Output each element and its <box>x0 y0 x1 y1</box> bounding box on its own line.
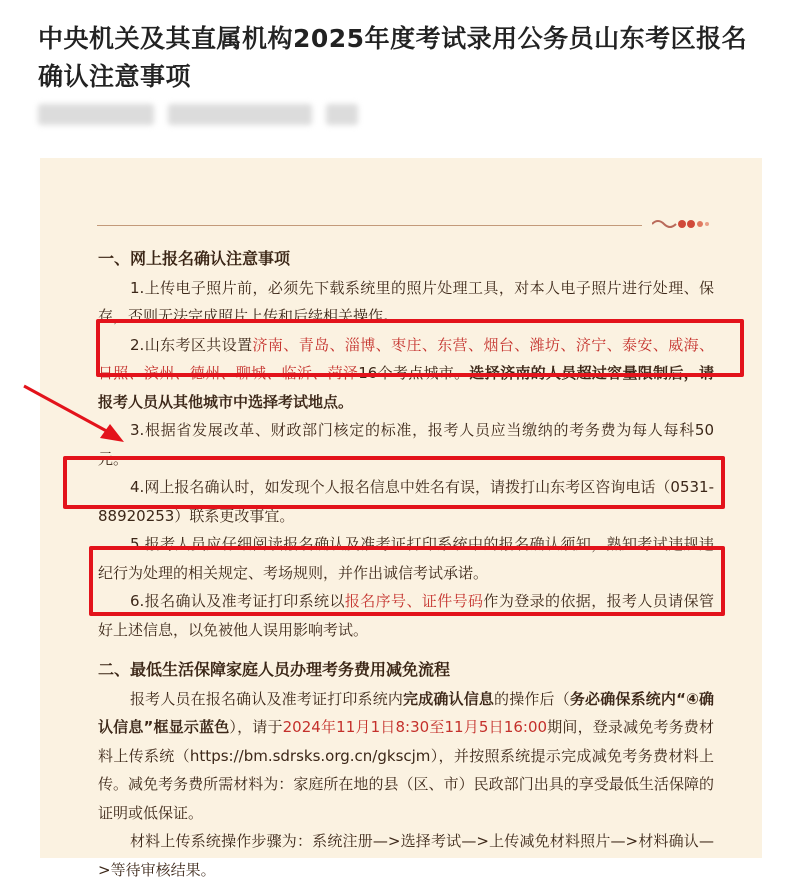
section1-heading: 一、网上报名确认注意事项 <box>98 249 291 268</box>
item-5: 5.报考人员应仔细阅读报名确认及准考证打印系统中的报名确认须知，熟知考试违规违纪行为处理的相关规定、考场规则，并作出诚信考试承诺。 <box>98 535 714 582</box>
pointer-arrow-icon <box>20 380 130 450</box>
item-2-prefix: 2.山东考区共设置 <box>130 335 253 354</box>
item-2-bold: 选择济南的人员超过容量限制后，请报考人员从其他城市中选择考试地点。 <box>98 364 714 411</box>
item-6-prefix: 6.报名确认及准考证打印系统以 <box>130 592 345 610</box>
article-meta-blurred <box>38 103 358 125</box>
para1-e: ），请于 <box>229 718 283 736</box>
para1-dates: 2024年11月1日8:30至11月5日16:00 <box>282 718 548 736</box>
highlight-box-item-2 <box>96 319 744 377</box>
meta-source <box>38 104 154 125</box>
meta-location <box>326 104 358 125</box>
item-4: 4.网上报名确认时，如发现个人报名信息中姓名有误，请拨打山东考区咨询电话（0531-88920253）联系更改事宜。 <box>98 478 714 525</box>
article-title: 中央机关及其直属机构2025年度考试录用公务员山东考区报名确认注意事项 <box>38 24 748 91</box>
decorative-flourish-icon <box>652 216 712 232</box>
highlight-box-item-4 <box>63 456 725 509</box>
section2-heading: 二、最低生活保障家庭人员办理考务费用减免流程 <box>98 660 451 679</box>
item-6-suffix: 作为登录的依据，报考人员请保管好上述信息，以免被他人误用影响考试。 <box>98 592 714 639</box>
item-2-cities: 济南、青岛、淄博、枣庄、东营、烟台、潍坊、济宁、泰安、威海、日照、滨州、德州、聊城、临沂、菏泽 <box>98 335 715 382</box>
para1-a: 报考人员在报名确认及准考证打印系统内 <box>130 689 404 708</box>
item-2-middle: 16个考点城市。 <box>358 364 470 382</box>
decorative-divider <box>97 225 642 226</box>
meta-date <box>168 104 311 125</box>
para1-c: 的操作后（ <box>494 689 570 708</box>
highlight-box-item-6 <box>89 546 725 616</box>
item-1: 1.上传电子照片前，必须先下载系统里的照片处理工具，对本人电子照片进行处理、保存，否则无法完成照片上传和后续相关操作。 <box>98 278 714 325</box>
para1-g: 期间，登录减免考务费材料上传系统（https://bm.sdrsks.org.cn/gkscjm），并按照系统提示完成减免考务费材料上传。减免考务费所需材料为：家庭所在地的县（区、市）民政部门出具的享受最低生活保障的证明或低保证。 <box>98 718 714 822</box>
item-6-red: 报名序号、证件号码 <box>344 592 484 610</box>
para1-d: 务必确保系统内“④确认信息”框显示蓝色 <box>98 689 714 736</box>
item-3: 3.根据省发展改革、财政部门核定的标准，报考人员应当缴纳的考务费为每人每科50元。 <box>98 421 714 468</box>
section2-para2: 材料上传系统操作步骤为：系统注册—>选择考试—>上传减免材料照片—>材料确认—>等待审核结果。 <box>98 832 714 879</box>
section2-para1 <box>98 685 714 828</box>
para1-b: 完成确认信息 <box>403 689 495 708</box>
